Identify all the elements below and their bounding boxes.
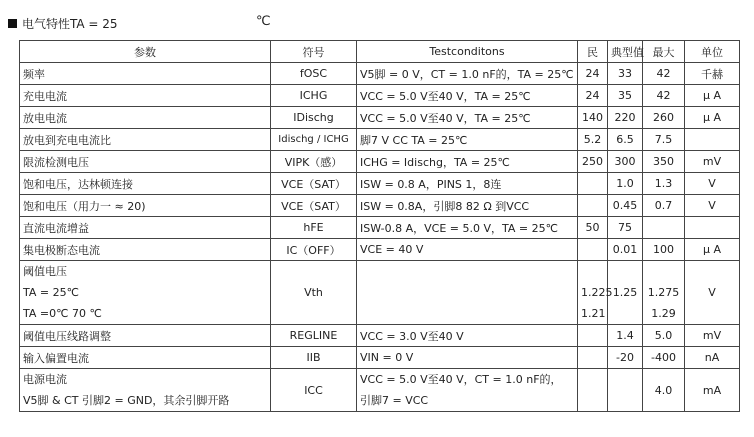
param-cell: 饱和电压，达林顿连接: [20, 173, 271, 195]
min-cell: 140: [578, 107, 608, 129]
table-row: [20, 63, 740, 85]
header-symbol: 符号: [271, 41, 357, 63]
min-cell: [578, 347, 608, 369]
symbol-cell: VIPK（感）: [271, 151, 357, 173]
max-cell: [643, 261, 685, 325]
condition-line: 引脚7 = VCC: [360, 394, 429, 407]
typ-cell: [608, 369, 643, 412]
condition-cell: 脚7 V CC TA = 25℃: [357, 129, 578, 151]
condition-cell: VCC = 5.0 V至40 V，TA = 25℃: [357, 85, 578, 107]
max-cell: -400: [643, 347, 685, 369]
typ-cell: -20: [608, 347, 643, 369]
symbol-cell: VCE（SAT）: [271, 173, 357, 195]
typ-cell: 300: [608, 151, 643, 173]
symbol-cell: hFE: [271, 217, 357, 239]
symbol-cell: fOSC: [271, 63, 357, 85]
max-cell: 42: [643, 85, 685, 107]
symbol-cell: ICC: [271, 369, 357, 412]
param-cell: 集电极断态电流: [20, 239, 271, 261]
min-cell: 24: [578, 85, 608, 107]
section-title-unit: ℃: [256, 14, 271, 29]
typ-cell: 0.45: [608, 195, 643, 217]
param-cell: 直流电流增益: [20, 217, 271, 239]
header-max: 最大: [643, 41, 685, 63]
table-row: [20, 85, 740, 107]
max-cell: 4.0: [643, 369, 685, 412]
symbol-cell: Vth: [271, 261, 357, 325]
max-cell: 350: [643, 151, 685, 173]
unit-cell: nA: [685, 347, 740, 369]
max-value: 1.275: [647, 286, 680, 299]
symbol-cell: VCE（SAT）: [271, 195, 357, 217]
table-row: [20, 173, 740, 195]
min-cell: 250: [578, 151, 608, 173]
param-cell: 放电电流: [20, 107, 271, 129]
typ-cell: 0.01: [608, 239, 643, 261]
symbol-cell: IIB: [271, 347, 357, 369]
symbol-cell: REGLINE: [271, 325, 357, 347]
param-cell: 输入偏置电流: [20, 347, 271, 369]
header-min: 民: [578, 41, 608, 63]
square-bullet-icon: [8, 19, 17, 28]
param-line: 电源电流: [23, 373, 67, 386]
param-cell: 充电电流: [20, 85, 271, 107]
symbol-cell: Idischg / ICHG: [271, 129, 357, 151]
param-cell: 限流检测电压: [20, 151, 271, 173]
min-cell: 5.2: [578, 129, 608, 151]
table-row: [20, 129, 740, 151]
condition-cell: ISW = 0.8 A，PINS 1，8连: [357, 173, 578, 195]
table-header-row: [20, 41, 740, 63]
min-cell: [578, 195, 608, 217]
condition-line: VCC = 5.0 V至40 V，CT = 1.0 nF的，: [360, 373, 562, 386]
unit-cell: 千赫: [685, 63, 740, 85]
unit-cell: [685, 217, 740, 239]
unit-cell: μ A: [685, 107, 740, 129]
table-row: [20, 195, 740, 217]
unit-cell: V: [685, 261, 740, 325]
table-row: [20, 325, 740, 347]
typ-cell: 6.5: [608, 129, 643, 151]
min-cell: [578, 173, 608, 195]
param-line: TA =0℃ 70 ℃: [23, 307, 102, 320]
typ-cell: 75: [608, 217, 643, 239]
param-cell: 频率: [20, 63, 271, 85]
header-typ: 典型值: [608, 41, 643, 63]
unit-cell: mA: [685, 369, 740, 412]
param-line: V5脚 & CT 引脚2 = GND，其余引脚开路: [23, 394, 230, 407]
min-value: 1.21: [581, 307, 606, 320]
symbol-cell: IC（OFF）: [271, 239, 357, 261]
typ-cell: 1.4: [608, 325, 643, 347]
table-row: [20, 151, 740, 173]
max-cell: 5.0: [643, 325, 685, 347]
param-cell: [20, 369, 271, 412]
unit-cell: V: [685, 195, 740, 217]
typ-cell: [608, 261, 643, 325]
min-cell: [578, 239, 608, 261]
condition-cell: VIN = 0 V: [357, 347, 578, 369]
max-cell: [643, 217, 685, 239]
param-cell: [20, 261, 271, 325]
unit-cell: mV: [685, 151, 740, 173]
typ-cell: 33: [608, 63, 643, 85]
min-value: 1.225: [581, 286, 613, 299]
min-cell: 50: [578, 217, 608, 239]
max-value: 1.29: [651, 307, 676, 320]
symbol-cell: ICHG: [271, 85, 357, 107]
min-cell: [578, 325, 608, 347]
electrical-characteristics-table: [19, 40, 740, 412]
header-param: 参数: [20, 41, 271, 63]
typ-value: 1.25: [612, 286, 638, 299]
header-unit: 单位: [685, 41, 740, 63]
max-cell: 1.3: [643, 173, 685, 195]
max-cell: 100: [643, 239, 685, 261]
unit-cell: mV: [685, 325, 740, 347]
min-cell: 24: [578, 63, 608, 85]
header-conditions: Testconditons: [357, 41, 578, 63]
table-row: [20, 217, 740, 239]
section-title-text: 电气特性TA = 25: [22, 16, 118, 31]
condition-cell: VCC = 3.0 V至40 V: [357, 325, 578, 347]
typ-cell: 1.0: [608, 173, 643, 195]
table-row: [20, 239, 740, 261]
min-cell: [578, 369, 608, 412]
max-cell: 7.5: [643, 129, 685, 151]
condition-cell: ISW-0.8 A，VCE = 5.0 V，TA = 25℃: [357, 217, 578, 239]
section-title: [8, 15, 118, 31]
condition-cell: VCE = 40 V: [357, 239, 578, 261]
param-line: 阈值电压: [23, 265, 67, 278]
min-cell: [578, 261, 613, 325]
max-cell: 42: [643, 63, 685, 85]
condition-cell: VCC = 5.0 V至40 V，TA = 25℃: [357, 107, 578, 129]
table-row-supply: [20, 369, 740, 412]
table-row: [20, 347, 740, 369]
condition-cell: [357, 369, 578, 412]
table-row-threshold: [20, 261, 740, 325]
table-row: [20, 107, 740, 129]
param-cell: 饱和电压（用力一 ≈ 20): [20, 195, 271, 217]
param-line: TA = 25℃: [23, 286, 79, 299]
condition-cell: ICHG = Idischg，TA = 25℃: [357, 151, 578, 173]
max-cell: 0.7: [643, 195, 685, 217]
unit-cell: μ A: [685, 85, 740, 107]
typ-cell: 220: [608, 107, 643, 129]
param-cell: 放电到充电电流比: [20, 129, 271, 151]
unit-cell: [685, 129, 740, 151]
typ-cell: 35: [608, 85, 643, 107]
condition-cell: ISW = 0.8A，引脚8 82 Ω 到VCC: [357, 195, 578, 217]
symbol-cell: IDischg: [271, 107, 357, 129]
max-cell: 260: [643, 107, 685, 129]
unit-cell: μ A: [685, 239, 740, 261]
condition-cell: [357, 261, 578, 325]
condition-cell: V5脚 = 0 V，CT = 1.0 nF的，TA = 25℃: [357, 63, 578, 85]
unit-cell: V: [685, 173, 740, 195]
param-cell: 阈值电压线路调整: [20, 325, 271, 347]
